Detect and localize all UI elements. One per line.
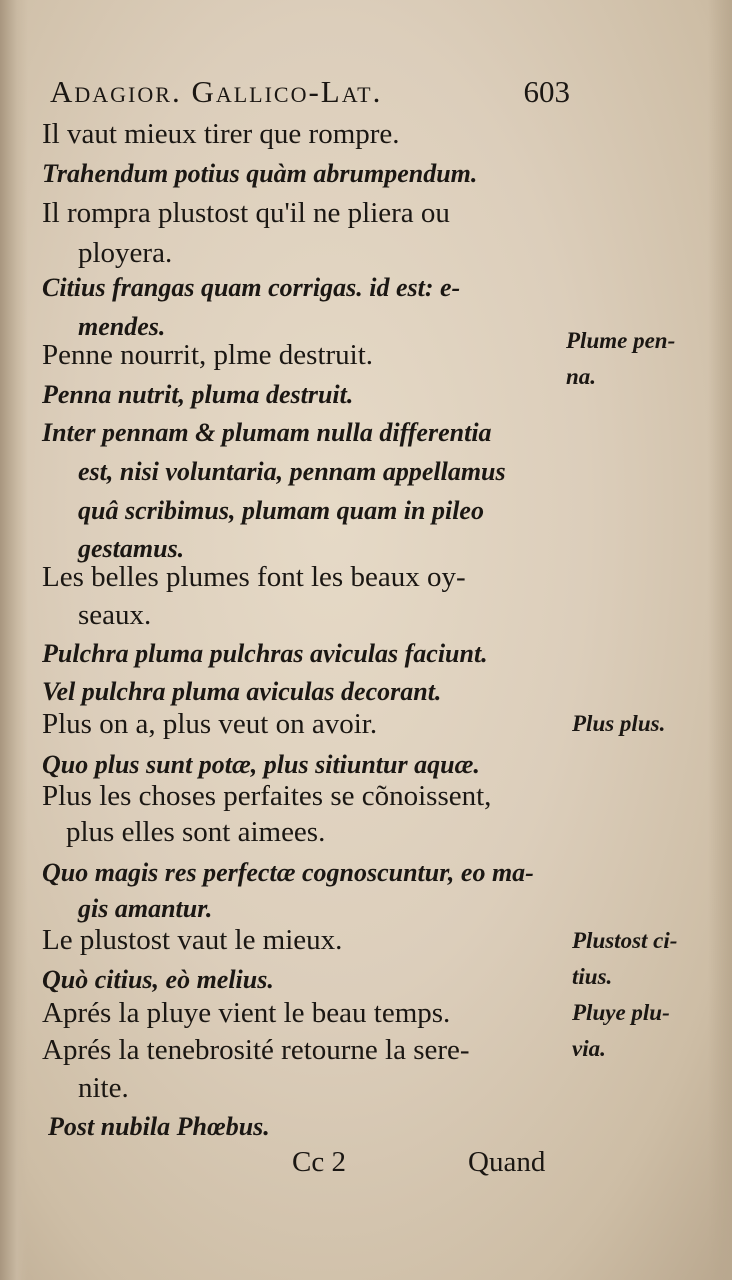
text-line: Citius frangas quam corrigas. id est: e- <box>42 273 461 302</box>
text-line: Inter pennam & plumam nulla differentia <box>42 418 492 447</box>
margin-note: tius. <box>572 964 613 989</box>
text-line: Vel pulchra pluma aviculas decorant. <box>42 677 442 706</box>
margin-note: via. <box>572 1036 606 1061</box>
text-line: gis amantur. <box>78 894 213 923</box>
text-line: Il vaut mieux tirer que rompre. <box>42 118 400 150</box>
text-line: Aprés la pluye vient le beau temps. <box>42 997 451 1029</box>
text-line: Trahendum potius quàm abrumpendum. <box>42 159 478 188</box>
text-line: Plus on a, plus veut on avoir. <box>42 708 378 740</box>
text-line: quâ scribimus, plumam quam in pileo <box>78 496 484 525</box>
text-line: Pulchra pluma pulchras aviculas faciunt. <box>42 639 488 668</box>
margin-note: Plustost ci- <box>572 928 678 953</box>
page-number: 603 <box>523 74 570 109</box>
text-line: seaux. <box>78 599 152 631</box>
running-title: Adagior. Gallico-Lat. <box>50 74 383 109</box>
text-line: Quo magis res perfectæ cognoscuntur, eo ma- <box>42 858 534 887</box>
text-line: Plus les choses perfaites se cõnoissent, <box>42 780 492 812</box>
text-line: nite. <box>78 1072 129 1104</box>
margin-note: Plus plus. <box>572 711 666 736</box>
text-line: est, nisi voluntaria, pennam appellamus <box>78 457 506 486</box>
text-line: Quo plus sunt potæ, plus sitiuntur aquæ. <box>42 750 480 779</box>
margin-note: Pluye plu- <box>572 1000 670 1025</box>
text-line: Le plustost vaut le mieux. <box>42 924 343 956</box>
text-line: Quò citius, eò melius. <box>42 965 274 994</box>
text-line: Les belles plumes font les beaux oy- <box>42 561 466 593</box>
margin-note: na. <box>566 364 597 389</box>
margin-note: Plume pen- <box>566 328 676 353</box>
text-line: Aprés la tenebrosité retourne la sere- <box>42 1034 470 1066</box>
running-head <box>50 74 570 110</box>
text-line: plus elles sont aimees. <box>66 816 326 848</box>
text-line: Post nubila Phœbus. <box>48 1112 270 1141</box>
text-line: Penne nourrit, plme destruit. <box>42 339 374 371</box>
signature-mark: Cc 2 <box>292 1146 346 1178</box>
catchword: Quand <box>468 1146 546 1178</box>
text-line: Il rompra plustost qu'il ne pliera ou <box>42 197 450 229</box>
text-line: ployera. <box>78 237 173 269</box>
text-line: mendes. <box>78 312 166 341</box>
text-line: Penna nutrit, pluma destruit. <box>42 380 354 409</box>
text-line: gestamus. <box>78 534 185 563</box>
